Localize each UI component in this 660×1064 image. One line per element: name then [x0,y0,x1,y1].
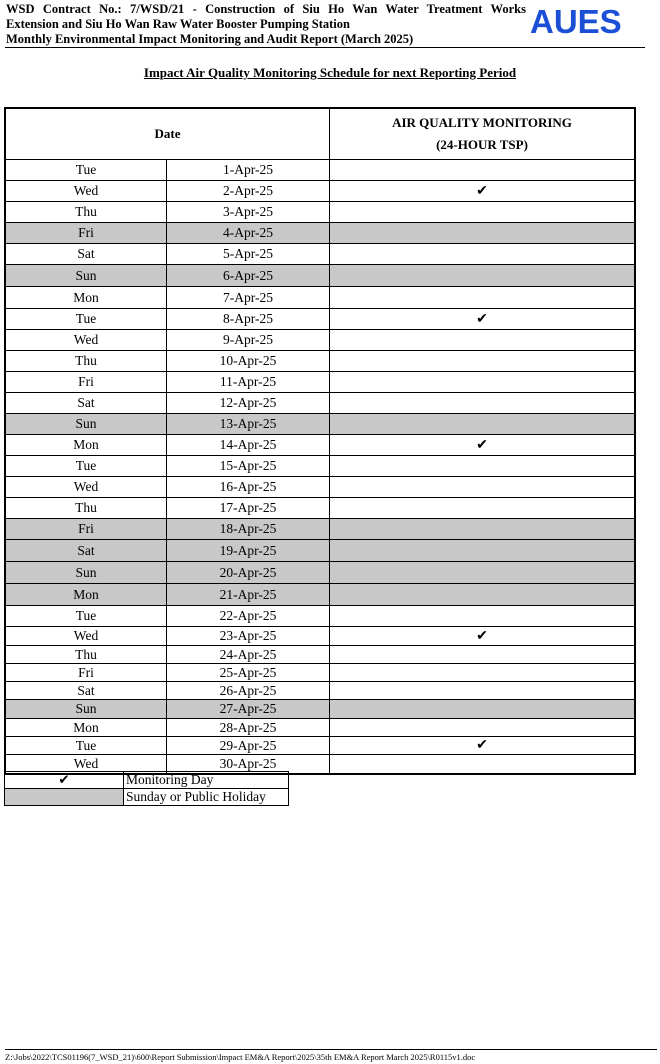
row-date: 7-Apr-25 [167,287,330,309]
table-row [5,682,635,700]
date-header: Date [5,108,330,160]
row-date: 25-Apr-25 [167,664,330,682]
table-row [5,584,635,606]
row-monitoring-cell [330,540,636,562]
table-row [5,309,635,330]
row-day: Tue [5,160,167,181]
monitoring-header-line2: (24-HOUR TSP) [436,137,528,152]
row-day: Sun [5,265,167,287]
row-date: 30-Apr-25 [167,755,330,775]
row-date: 11-Apr-25 [167,372,330,393]
header-line-2: Extension and Siu Ho Wan Raw Water Booster Pumping Station [6,17,350,31]
monitoring-header-line1: AIR QUALITY MONITORING [392,115,572,130]
table-row [5,181,635,202]
row-date: 18-Apr-25 [167,519,330,540]
table-row [5,664,635,682]
row-day: Thu [5,498,167,519]
header-line-1: WSD Contract No.: 7/WSD/21 - Construction of Siu Ho Wan Water Treatment Works [6,2,526,16]
monitoring-header [330,108,636,160]
table-row [5,287,635,309]
row-date: 16-Apr-25 [167,477,330,498]
row-day: Tue [5,456,167,477]
row-monitoring-cell [330,414,636,435]
table-row [5,646,635,664]
row-monitoring-cell [330,330,636,351]
row-day: Sun [5,414,167,435]
row-day: Sat [5,682,167,700]
row-monitoring-cell [330,202,636,223]
row-monitoring-cell [330,664,636,682]
row-day: Thu [5,351,167,372]
legend-row-holiday [5,789,289,806]
table-row [5,372,635,393]
row-date: 13-Apr-25 [167,414,330,435]
report-header [6,2,526,47]
row-day: Wed [5,627,167,646]
table-row [5,477,635,498]
legend-holiday-label: Sunday or Public Holiday [124,789,289,806]
row-monitoring-cell [330,287,636,309]
row-date: 2-Apr-25 [167,181,330,202]
row-monitoring-cell [330,393,636,414]
row-date: 27-Apr-25 [167,700,330,719]
row-monitoring-cell [330,244,636,265]
legend-row-monitoring [5,772,289,789]
legend-monitoring-label: Monitoring Day [124,772,289,789]
row-date: 24-Apr-25 [167,646,330,664]
row-day: Fri [5,372,167,393]
row-date: 28-Apr-25 [167,719,330,737]
row-date: 22-Apr-25 [167,606,330,627]
row-date: 17-Apr-25 [167,498,330,519]
row-day: Wed [5,477,167,498]
row-monitoring-cell [330,477,636,498]
table-row [5,562,635,584]
row-day: Mon [5,719,167,737]
row-day: Fri [5,519,167,540]
row-day: Mon [5,435,167,456]
table-row [5,627,635,646]
row-monitoring-cell [330,372,636,393]
row-monitoring-cell [330,584,636,606]
row-date: 26-Apr-25 [167,682,330,700]
row-date: 12-Apr-25 [167,393,330,414]
legend [4,771,289,806]
row-monitoring-cell [330,456,636,477]
legend-holiday-swatch [5,789,124,806]
row-monitoring-cell [330,223,636,244]
table-row [5,244,635,265]
row-day: Sun [5,562,167,584]
table-row [5,700,635,719]
table-row [5,223,635,244]
row-day: Tue [5,309,167,330]
header-divider [5,47,645,48]
row-date: 3-Apr-25 [167,202,330,223]
table-row [5,202,635,223]
row-day: Wed [5,181,167,202]
row-monitoring-cell [330,719,636,737]
monitoring-schedule-table [4,107,636,775]
row-day: Mon [5,287,167,309]
row-monitoring-cell [330,646,636,664]
table-row [5,737,635,755]
row-monitoring-cell [330,562,636,584]
row-monitoring-cell [330,351,636,372]
table-row [5,719,635,737]
row-monitoring-cell [330,519,636,540]
header-line-3: Monthly Environmental Impact Monitoring and Audit Report (March 2025) [6,32,414,46]
footer-file-path: Z:\Jobs\2022\TCS01196(7_WSD_21)\600\Report Submission\Impact EM&A Report\2025\35th EM&A Report March 2025\R0115v1.doc [5,1052,476,1062]
table-row [5,351,635,372]
row-date: 8-Apr-25 [167,309,330,330]
table-row [5,540,635,562]
row-day: Sat [5,244,167,265]
row-monitoring-cell [330,682,636,700]
row-date: 10-Apr-25 [167,351,330,372]
page-title-text: Impact Air Quality Monitoring Schedule for next Reporting Period [143,65,517,80]
row-monitoring-cell [330,498,636,519]
row-date: 14-Apr-25 [167,435,330,456]
monitoring-check-icon: ✔ [330,737,636,755]
row-monitoring-cell [330,700,636,719]
table-row [5,265,635,287]
table-row [5,435,635,456]
row-monitoring-cell [330,265,636,287]
row-date: 1-Apr-25 [167,160,330,181]
row-day: Thu [5,646,167,664]
row-day: Sat [5,540,167,562]
row-date: 20-Apr-25 [167,562,330,584]
table-row [5,393,635,414]
footer-divider [5,1049,657,1050]
row-monitoring-cell [330,160,636,181]
table-row [5,498,635,519]
monitoring-check-icon: ✔ [330,435,636,456]
table-row [5,414,635,435]
row-date: 19-Apr-25 [167,540,330,562]
table-header-row [5,108,635,160]
row-day: Fri [5,223,167,244]
row-day: Wed [5,330,167,351]
row-date: 4-Apr-25 [167,223,330,244]
table-row [5,160,635,181]
row-date: 5-Apr-25 [167,244,330,265]
row-day: Mon [5,584,167,606]
row-date: 29-Apr-25 [167,737,330,755]
row-day: Sun [5,700,167,719]
page-title [0,64,660,82]
table-row [5,519,635,540]
table-row [5,330,635,351]
row-day: Thu [5,202,167,223]
row-day: Tue [5,737,167,755]
row-date: 21-Apr-25 [167,584,330,606]
legend-check-icon: ✔ [5,772,124,789]
table-row [5,606,635,627]
aues-logo: AUES [530,3,622,40]
table-row [5,456,635,477]
row-date: 23-Apr-25 [167,627,330,646]
row-date: 9-Apr-25 [167,330,330,351]
monitoring-check-icon: ✔ [330,627,636,646]
row-date: 6-Apr-25 [167,265,330,287]
monitoring-check-icon: ✔ [330,181,636,202]
row-day: Sat [5,393,167,414]
monitoring-check-icon: ✔ [330,309,636,330]
row-monitoring-cell [330,755,636,775]
row-day: Fri [5,664,167,682]
row-date: 15-Apr-25 [167,456,330,477]
row-monitoring-cell [330,606,636,627]
row-day: Wed [5,755,167,775]
row-day: Tue [5,606,167,627]
